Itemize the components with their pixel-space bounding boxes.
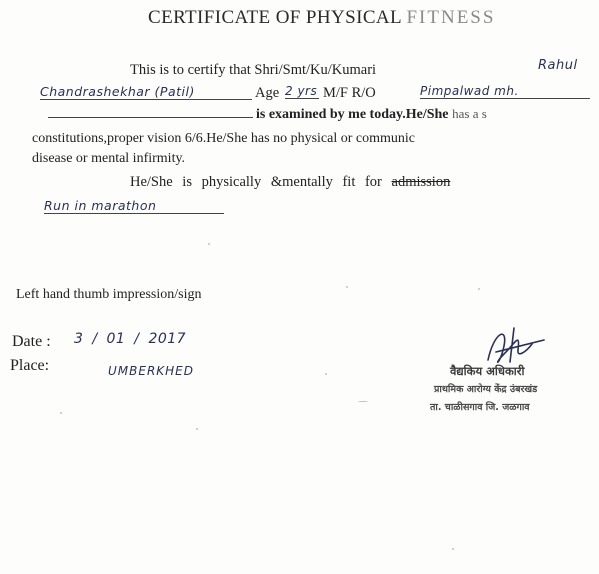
scan-speck: [478, 288, 480, 290]
name-first-handwritten: Rahul: [538, 58, 578, 73]
purpose-handwritten: Run in marathon: [44, 198, 224, 214]
thumb-impression-label: Left hand thumb impression/sign: [16, 287, 202, 302]
age-label: Age: [255, 85, 280, 101]
examined-text: is examined by me today.He/She: [256, 107, 449, 122]
stamp-district: ता. चाळीसगाव जि. जळगाव: [430, 402, 530, 413]
stamp-officer-title: वैद्यकिय अधिकारी: [450, 364, 525, 378]
medical-officer-stamp: [428, 322, 588, 422]
constitution-line: constitutions,proper vision 6/6.He/She has no physical or communic: [32, 131, 416, 146]
certify-line: [130, 62, 376, 79]
infirmity-line: disease or mental infirmity.: [32, 151, 186, 166]
date-label: Date :: [12, 333, 51, 350]
admission-struck: admission: [391, 174, 451, 190]
age-value-handwritten: 2 yrs: [285, 84, 318, 98]
title-faded: FITNESS: [406, 7, 496, 28]
title-main: CERTIFICATE OF PHYSICAL: [148, 7, 407, 28]
examined-line: [256, 106, 487, 123]
signature-mark: [474, 322, 554, 370]
scan-speck: [358, 401, 368, 402]
stamp-health-centre: प्राथमिक आरोग्य केंद्र उंबरखंड: [434, 384, 538, 395]
certify-text: This is to certify that Shri/Smt/Ku/Kumari: [130, 62, 377, 78]
examined-tail: has a s: [452, 106, 487, 121]
scan-speck: [346, 286, 348, 288]
fit-for-line: [130, 174, 450, 191]
scan-speck: [325, 373, 327, 375]
scan-speck: [452, 548, 454, 550]
name-rest-handwritten: Chandrashekhar (Patil): [40, 84, 252, 100]
fit-for-text: He/She is physically &mentally fit for: [130, 174, 382, 190]
certificate-title: [148, 7, 495, 29]
scan-speck: [60, 412, 62, 414]
residence-value-handwritten: Pimpalwad mh.: [420, 84, 590, 99]
scan-speck: [196, 428, 198, 430]
place-value-handwritten: UMBERKHED: [108, 364, 195, 378]
scan-speck: [208, 243, 210, 245]
blank-underline: [48, 117, 253, 118]
date-value-handwritten: 3 / 01 / 2017: [74, 331, 187, 347]
sex-residence-label: M/F R/O: [323, 85, 376, 101]
place-label: Place:: [10, 357, 50, 374]
